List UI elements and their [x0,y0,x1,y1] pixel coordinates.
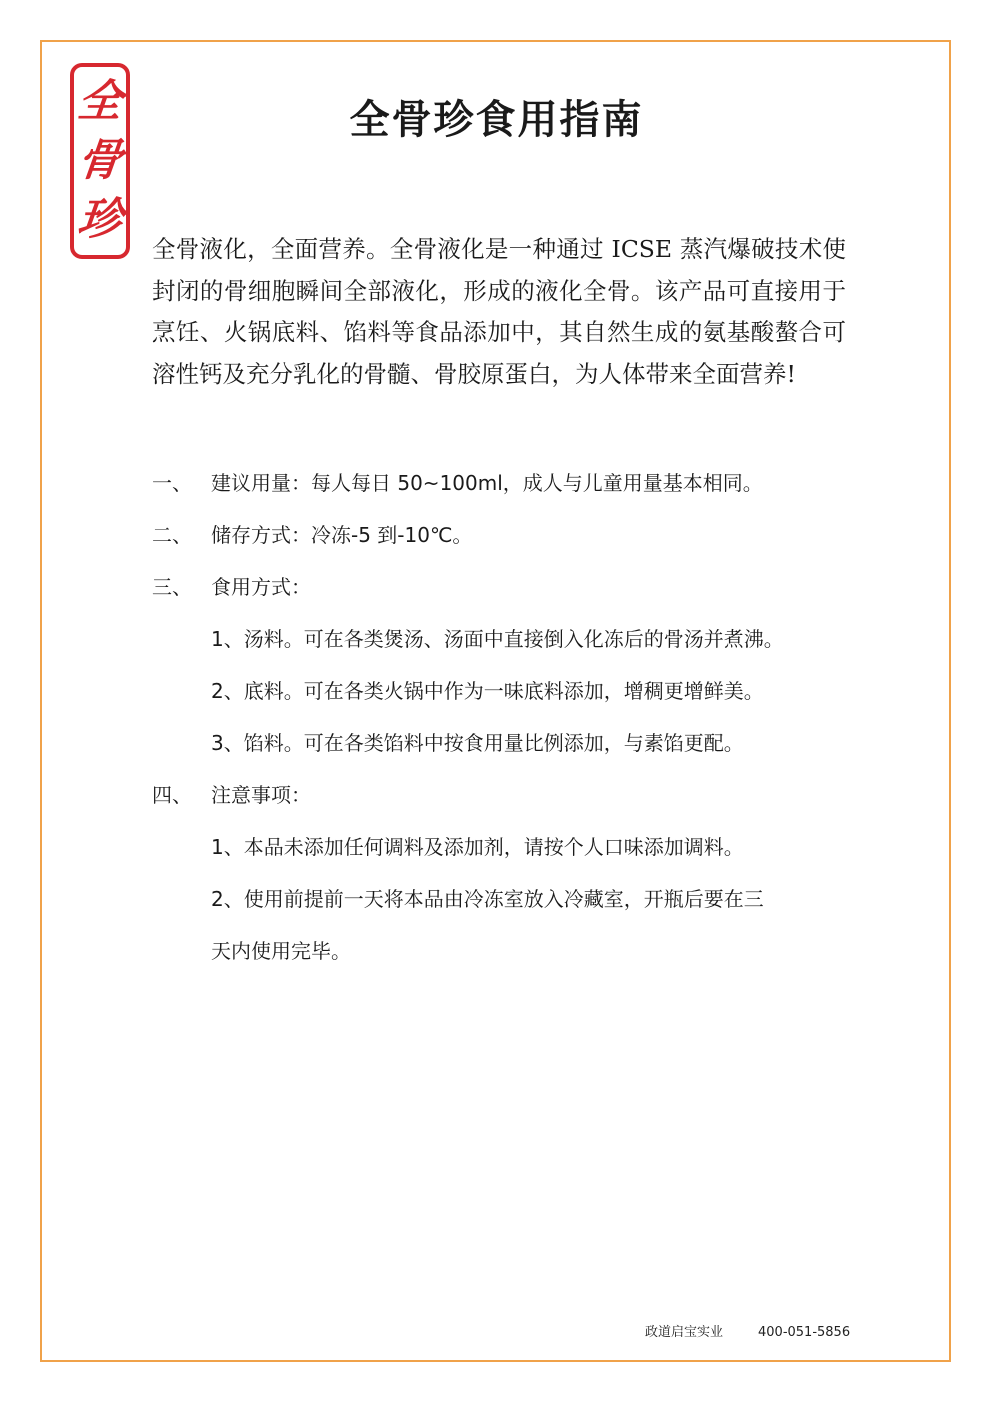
section-number: 一、 [152,471,192,495]
page-title: 全骨珍食用指南 [349,96,644,143]
note-item-1: 1、本品未添加任何调料及添加剂，请按个人口味添加调料。 [211,835,744,859]
logo-char-2: 骨 [75,134,125,186]
usage-item-hotpot: 2、底料。可在各类火锅中作为一味底料添加，增稠更增鲜美。 [211,679,764,703]
usage-item-filling: 3、馅料。可在各类馅料中按食用量比例添加，与素馅更配。 [211,731,744,755]
usage-item-soup: 1、汤料。可在各类煲汤、汤面中直接倒入化冻后的骨汤并煮沸。 [211,627,784,651]
footer-phone: 400-051-5856 [758,1325,851,1340]
section-usage-heading: 食用方式： [211,575,311,599]
section-storage-number: 二、 [152,523,192,547]
section-notes-number: 四、 [152,783,192,807]
section-notes-heading: 注意事项： [211,783,311,807]
section-usage-number: 三、 [152,575,192,599]
logo-char-3: 珍 [75,193,125,245]
footer-company: 政道启宝实业 [645,1325,724,1340]
note-item-2-continued: 天内使用完毕。 [211,939,351,963]
intro-paragraph: 全骨液化，全面营养。全骨液化是一种通过 ICSE 蒸汽爆破技术使封闭的骨细胞瞬间全部液化，形成的液化全骨。该产品可直接用于烹饪、火锅底料、馅料等食品添加中，其自然生成的氨基酸螯合可溶性钙及充分乳化的骨髓、骨胶原蛋白，为人体带来全面营养! [152,235,846,388]
logo-char-1: 全 [75,76,125,128]
section-storage-text: 储存方式：冷冻-5 到-10℃。 [211,523,473,547]
note-item-2: 2、使用前提前一天将本品由冷冻室放入冷藏室，开瓶后要在三 [211,887,764,911]
section-dosage-text: 建议用量：每人每日 50~100ml，成人与儿童用量基本相同。 [211,471,763,495]
